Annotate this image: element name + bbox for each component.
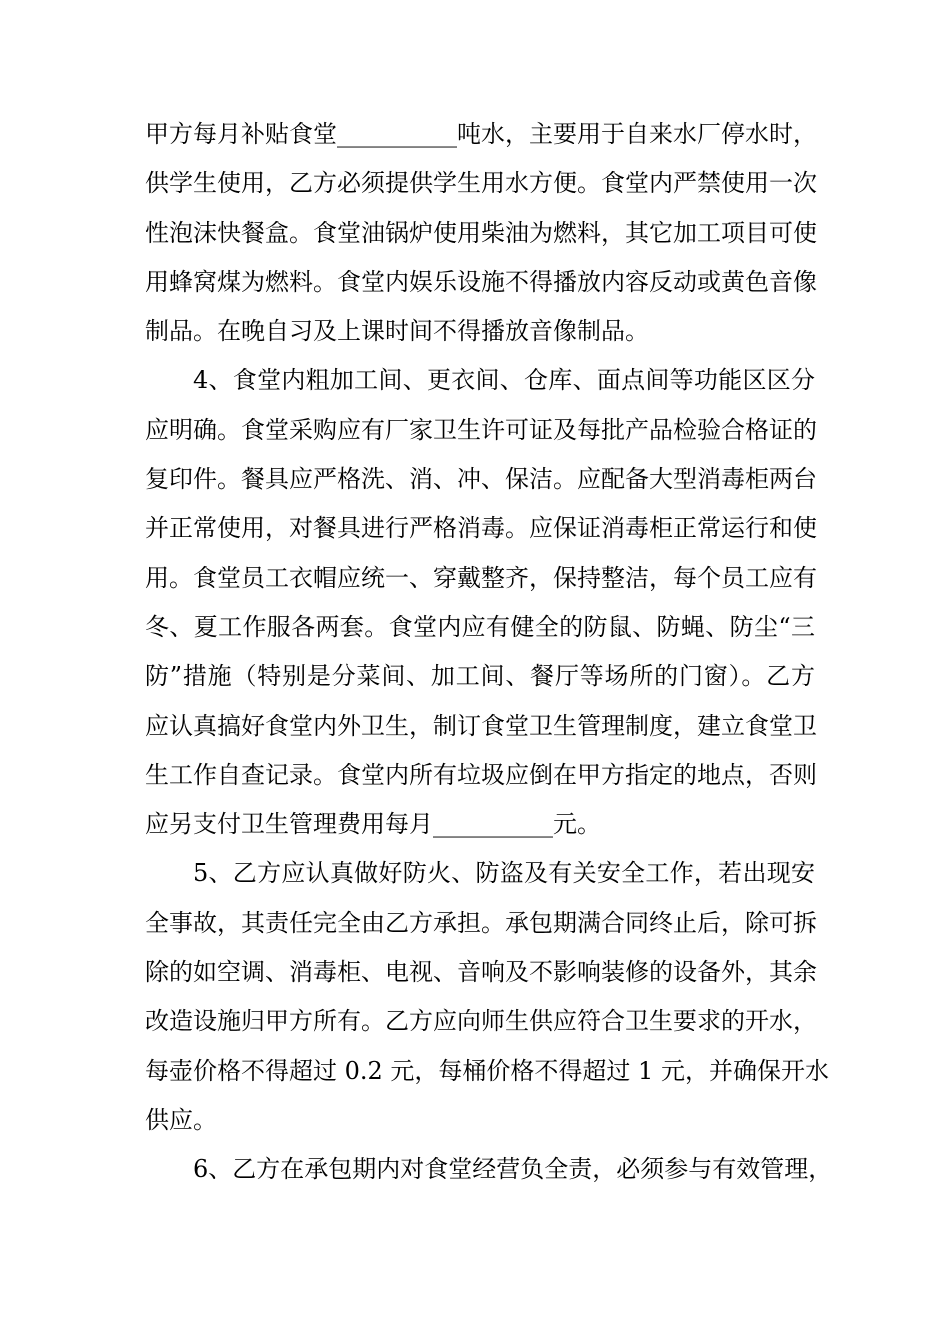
text-line-15: 应另支付卫生管理费用每月__________元。 <box>145 810 601 839</box>
text-line-1: 甲方每月补贴食堂__________吨水，主要用于自来水厂停水时， <box>145 120 817 148</box>
text-line-12: 防”措施（特别是分菜间、加工间、餐厅等场所的门窗）。乙方 <box>145 662 815 691</box>
text-line-8: 复印件。餐具应严格洗、消、冲、保洁。应配备大型消毒柜两台 <box>145 465 817 494</box>
text-line-13: 应认真搞好食堂内外卫生，制订食堂卫生管理制度，建立食堂卫 <box>145 711 817 740</box>
text-line-17: 全事故，其责任完全由乙方承担。承包期满合同终止后，除可拆 <box>145 908 817 937</box>
text-line-19: 改造设施归甲方所有。乙方应向师生供应符合卫生要求的开水， <box>145 1007 817 1036</box>
text-line-14: 生工作自查记录。食堂内所有垃圾应倒在甲方指定的地点，否则 <box>145 760 817 789</box>
text-line-5: 制品。在晚自习及上课时间不得播放音像制品。 <box>145 317 649 346</box>
contract-text <box>145 110 833 1195</box>
text-line-18: 除的如空调、消毒柜、电视、音响及不影响装修的设备外，其余 <box>145 958 817 987</box>
text-line-10: 用。食堂员工衣帽应统一、穿戴整齐，保持整洁，每个员工应有 <box>145 563 817 592</box>
text-line-20: 每壶价格不得超过 0.2 元，每桶价格不得超过 1 元，并确保开水 <box>145 1056 829 1085</box>
clause-6-start: 6、乙方在承包期内对食堂经营负全责，必须参与有效管理， <box>193 1155 833 1184</box>
clause-5-start: 5、乙方应认真做好防火、防盗及有关安全工作，若出现安 <box>193 859 815 888</box>
clause-4-start: 4、食堂内粗加工间、更衣间、仓库、面点间等功能区区分 <box>193 366 815 395</box>
text-line-9: 并正常使用，对餐具进行严格消毒。应保证消毒柜正常运行和使 <box>145 514 817 543</box>
text-line-2: 供学生使用，乙方必须提供学生用水方便。食堂内严禁使用一次 <box>145 169 817 198</box>
text-line-7: 应明确。食堂采购应有厂家卫生许可证及每批产品检验合格证的 <box>145 415 817 444</box>
text-line-11: 冬、夏工作服各两套。食堂内应有健全的防鼠、防蝇、防尘“三 <box>145 612 815 641</box>
text-line-21: 供应。 <box>145 1105 217 1134</box>
text-line-4: 用蜂窝煤为燃料。食堂内娱乐设施不得播放内容反动或黄色音像 <box>145 267 817 296</box>
text-line-3: 性泡沫快餐盒。食堂油锅炉使用柴油为燃料，其它加工项目可使 <box>145 218 817 247</box>
